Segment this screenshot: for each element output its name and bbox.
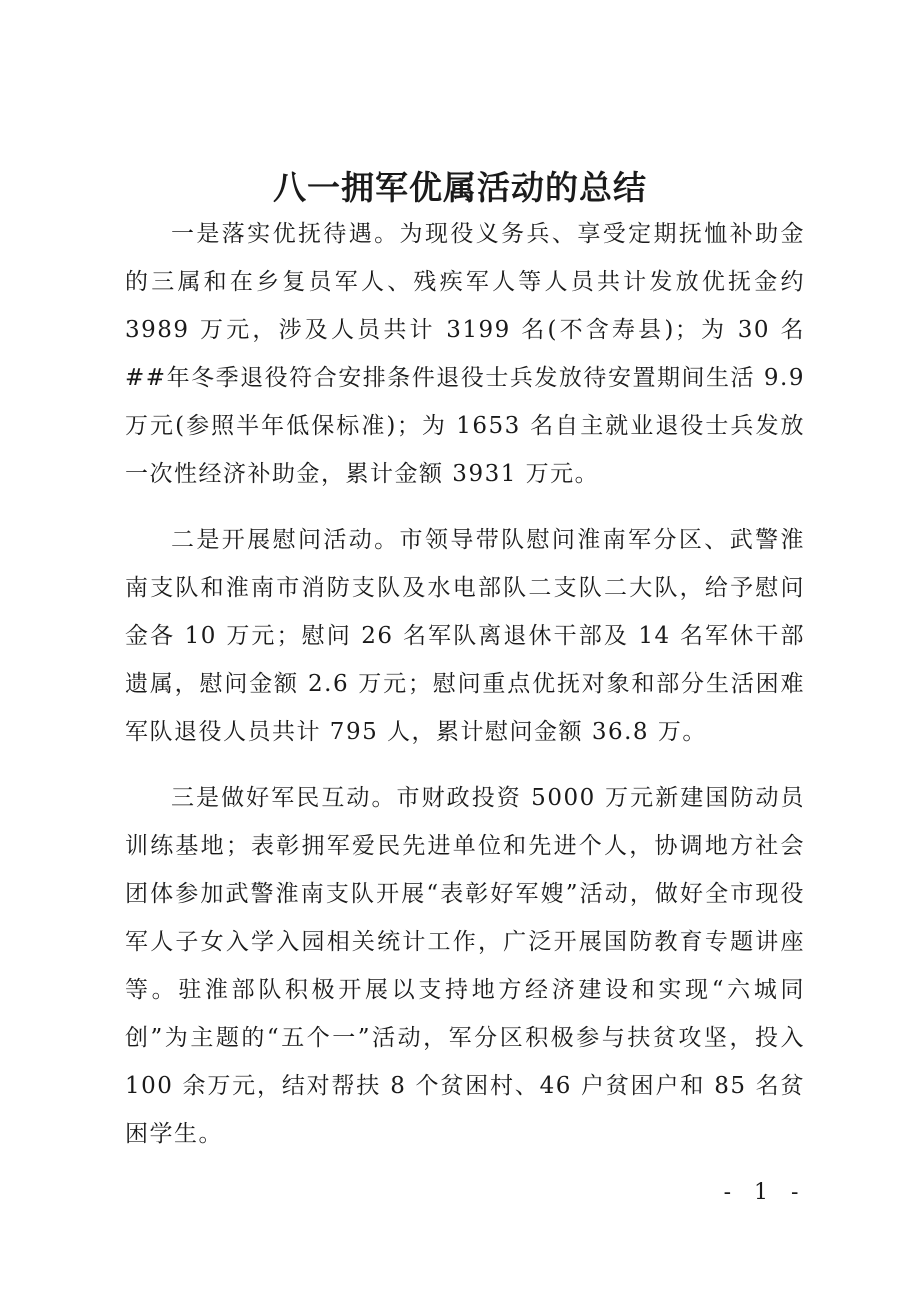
paragraph-visits: 二是开展慰问活动。市领导带队慰问淮南军分区、武警淮南支队和淮南市消防支队及水电部队二支队二大队，给予慰问金各 10 万元；慰问 26 名军队离退休干部及 14 名军休干部遗属，慰问金额 2.6 万元；慰问重点优抚对象和部分生活困难军队退役人员共计 795 人，累计慰问金额 36.8 万。 (125, 527, 805, 745)
page-number: - 1 - (723, 1180, 807, 1205)
paragraph-benefits: 一是落实优抚待遇。为现役义务兵、享受定期抚恤补助金的三属和在乡复员军人、残疾军人等人员共计发放优抚金约 3989 万元，涉及人员共计 3199 名(不含寿县)；为 30 名##年冬季退役符合安排条件退役士兵发放待安置期间生活 9.9 万元(参照半年低保标准)；为 1653 名自主就业退役士兵发放一次性经济补助金，累计金额 3931 万元。 (125, 221, 805, 487)
document-title: 八一拥军优属活动的总结 (273, 168, 647, 207)
paragraph-interaction: 三是做好军民互动。市财政投资 5000 万元新建国防动员训练基地；表彰拥军爱民先进单位和先进个人，协调地方社会团体参加武警淮南支队开展“表彰好军嫂”活动，做好全市现役军人子女入学入园相关统计工作，广泛开展国防教育专题讲座等。驻淮部队积极开展以支持地方经济建设和实现“六城同创”为主题的“五个一”活动，军分区积极参与扶贫攻坚，投入 100 余万元，结对帮扶 8 个贫困村、46 户贫困户和 85 名贫困学生。 (125, 785, 805, 1147)
document-body (125, 210, 805, 1176)
